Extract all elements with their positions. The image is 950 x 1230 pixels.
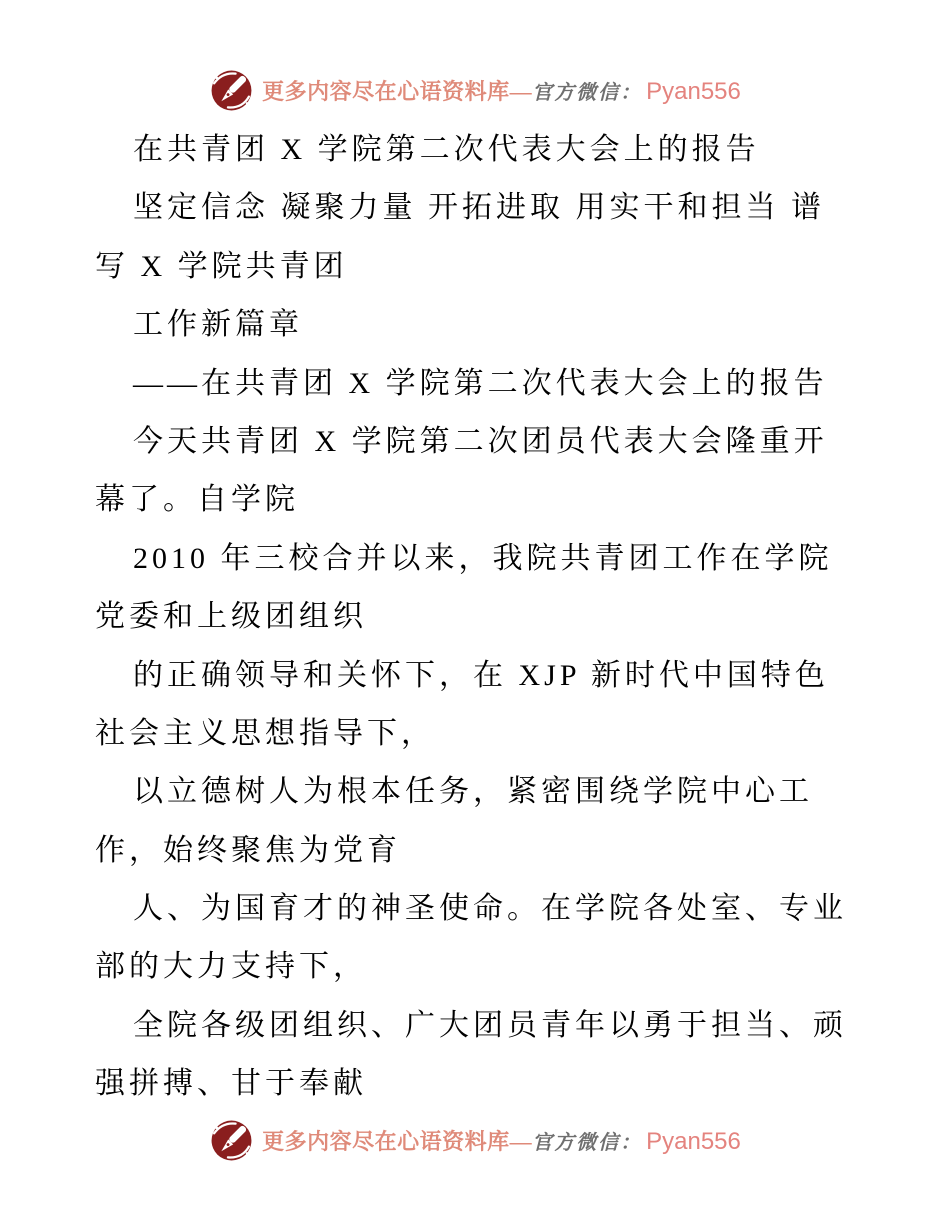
watermark-wechat-account: Pyan556 xyxy=(646,77,741,105)
text-line: 全院各级团组织、广大团员青年以勇于担当、顽 xyxy=(133,1008,847,1042)
text-line: 的正确领导和关怀下，在 XJP 新时代中国特色 xyxy=(133,658,829,692)
text-line: ——在共青团 X 学院第二次代表大会上的报告 xyxy=(133,366,828,400)
footer-watermark xyxy=(0,1116,950,1164)
text-line: 以立德树人为根本任务，紧密围绕学院中心工 xyxy=(133,775,813,809)
text-line: 写 X 学院共青团 xyxy=(95,249,348,283)
watermark-text xyxy=(262,75,741,106)
pen-logo-icon xyxy=(209,1118,254,1163)
text-line: 部的大力支持下， xyxy=(95,950,367,984)
text-line: 强拼搏、甘于奉献 xyxy=(95,1067,367,1101)
text-line: 在共青团 X 学院第二次代表大会上的报告 xyxy=(133,133,760,166)
header-watermark xyxy=(0,66,950,114)
watermark-wechat-account: Pyan556 xyxy=(646,1127,741,1155)
text-line: 党委和上级团组织 xyxy=(95,600,367,634)
text-line: 2010 年三校合并以来，我院共青团工作在学院 xyxy=(133,541,833,575)
pen-logo-icon xyxy=(209,68,254,113)
watermark-wechat-label: 官方微信： xyxy=(532,1131,643,1154)
text-line: 工作新篇章 xyxy=(133,308,303,342)
watermark-brand-text: 更多内容尽在心语资料库— xyxy=(262,78,533,104)
watermark-text xyxy=(262,1125,741,1156)
watermark-brand-text: 更多内容尽在心语资料库— xyxy=(262,1128,533,1154)
document-body xyxy=(95,121,875,1114)
watermark-wechat-label: 官方微信： xyxy=(532,81,643,104)
text-line: 今天共青团 X 学院第二次团员代表大会隆重开 xyxy=(133,424,828,458)
text-line: 人、为国育才的神圣使命。在学院各处室、专业 xyxy=(133,892,847,926)
text-line: 社会主义思想指导下， xyxy=(95,716,435,750)
text-line: 幕了。自学院 xyxy=(95,483,299,517)
text-line: 坚定信念 凝聚力量 开拓进取 用实干和担当 谱 xyxy=(133,191,825,225)
text-line: 作，始终聚焦为党育 xyxy=(95,833,401,867)
